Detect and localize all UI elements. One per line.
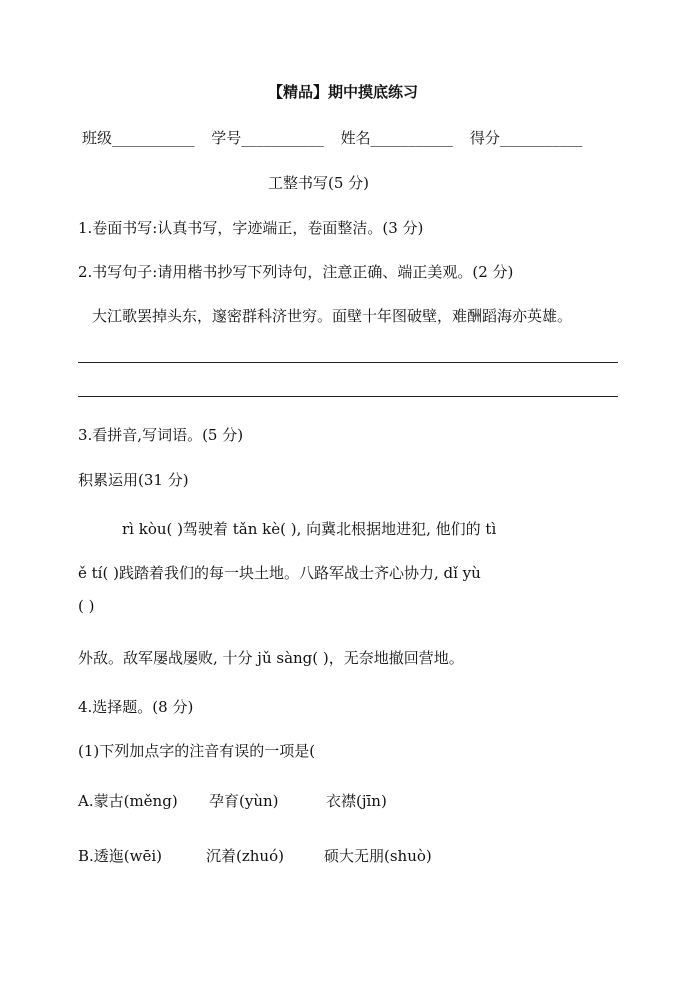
question-4-1: (1)下列加点字的注音有误的一项是( (78, 742, 316, 760)
class-field[interactable] (82, 128, 195, 148)
student-id-field[interactable] (211, 128, 324, 148)
option-b-label: B. (78, 847, 94, 865)
option-a-label: A. (78, 792, 94, 810)
student-id-label: 学号 (211, 129, 242, 147)
question-4: 4.选择题。(8 分) (78, 698, 194, 716)
section-heading-writing: 工整书写(5 分) (268, 174, 370, 192)
option-a-item-3: 衣襟(jīn) (326, 792, 387, 810)
option-b[interactable] (78, 846, 432, 866)
score-blank: ___________ (499, 129, 583, 147)
question-2: 2.书写句子:请用楷书抄写下列诗句，注意正确、端正美观。(2 分) (78, 263, 514, 281)
answer-line-1[interactable] (78, 362, 618, 363)
option-a-item-2: 孕育(yùn) (209, 792, 279, 810)
option-b-item-3: 硕大无朋(shuò) (324, 847, 432, 865)
student-id-blank: ___________ (241, 129, 324, 147)
score-label: 得分 (469, 129, 500, 147)
pinyin-line-2: ě tí( )践踏着我们的每一块土地。八路军战士齐心协力, dǐ yù (78, 564, 481, 582)
option-b-item-1: 透迤(wēi) (93, 847, 163, 865)
option-a[interactable] (78, 791, 387, 811)
pinyin-line-1: rì kòu( )驾驶着 tǎn kè( ), 向冀北根据地进犯, 他们的 tì (122, 520, 497, 538)
name-blank: ___________ (370, 129, 454, 147)
answer-line-2[interactable] (78, 396, 618, 397)
pinyin-line-4: 外敌。敌军屡战屡败, 十分 jǔ sàng( )，无奈地撤回营地。 (78, 649, 464, 667)
name-field[interactable] (341, 128, 454, 148)
page-title: 【精品】期中摸底练习 (268, 83, 419, 101)
info-row (82, 128, 582, 148)
option-b-item-2: 沉着(zhuó) (206, 847, 284, 865)
question-3: 3.看拼音,写词语。(5 分) (78, 426, 244, 444)
question-1: 1.卷面书写:认真书写，字迹端正，卷面整洁。(3 分) (78, 219, 424, 237)
poem-text: 大江歌罢掉头东，邃密群科济世穷。面壁十年图破壁，难酬蹈海亦英雄。 (92, 307, 573, 325)
class-label: 班级 (82, 129, 113, 147)
score-field[interactable] (470, 128, 583, 148)
option-a-item-1: 蒙古(měng) (93, 792, 178, 810)
pinyin-line-3: ( ) (78, 597, 95, 615)
name-label: 姓名 (340, 129, 371, 147)
class-blank: ___________ (112, 129, 195, 147)
section-heading-accumulate: 积累运用(31 分) (78, 471, 189, 489)
